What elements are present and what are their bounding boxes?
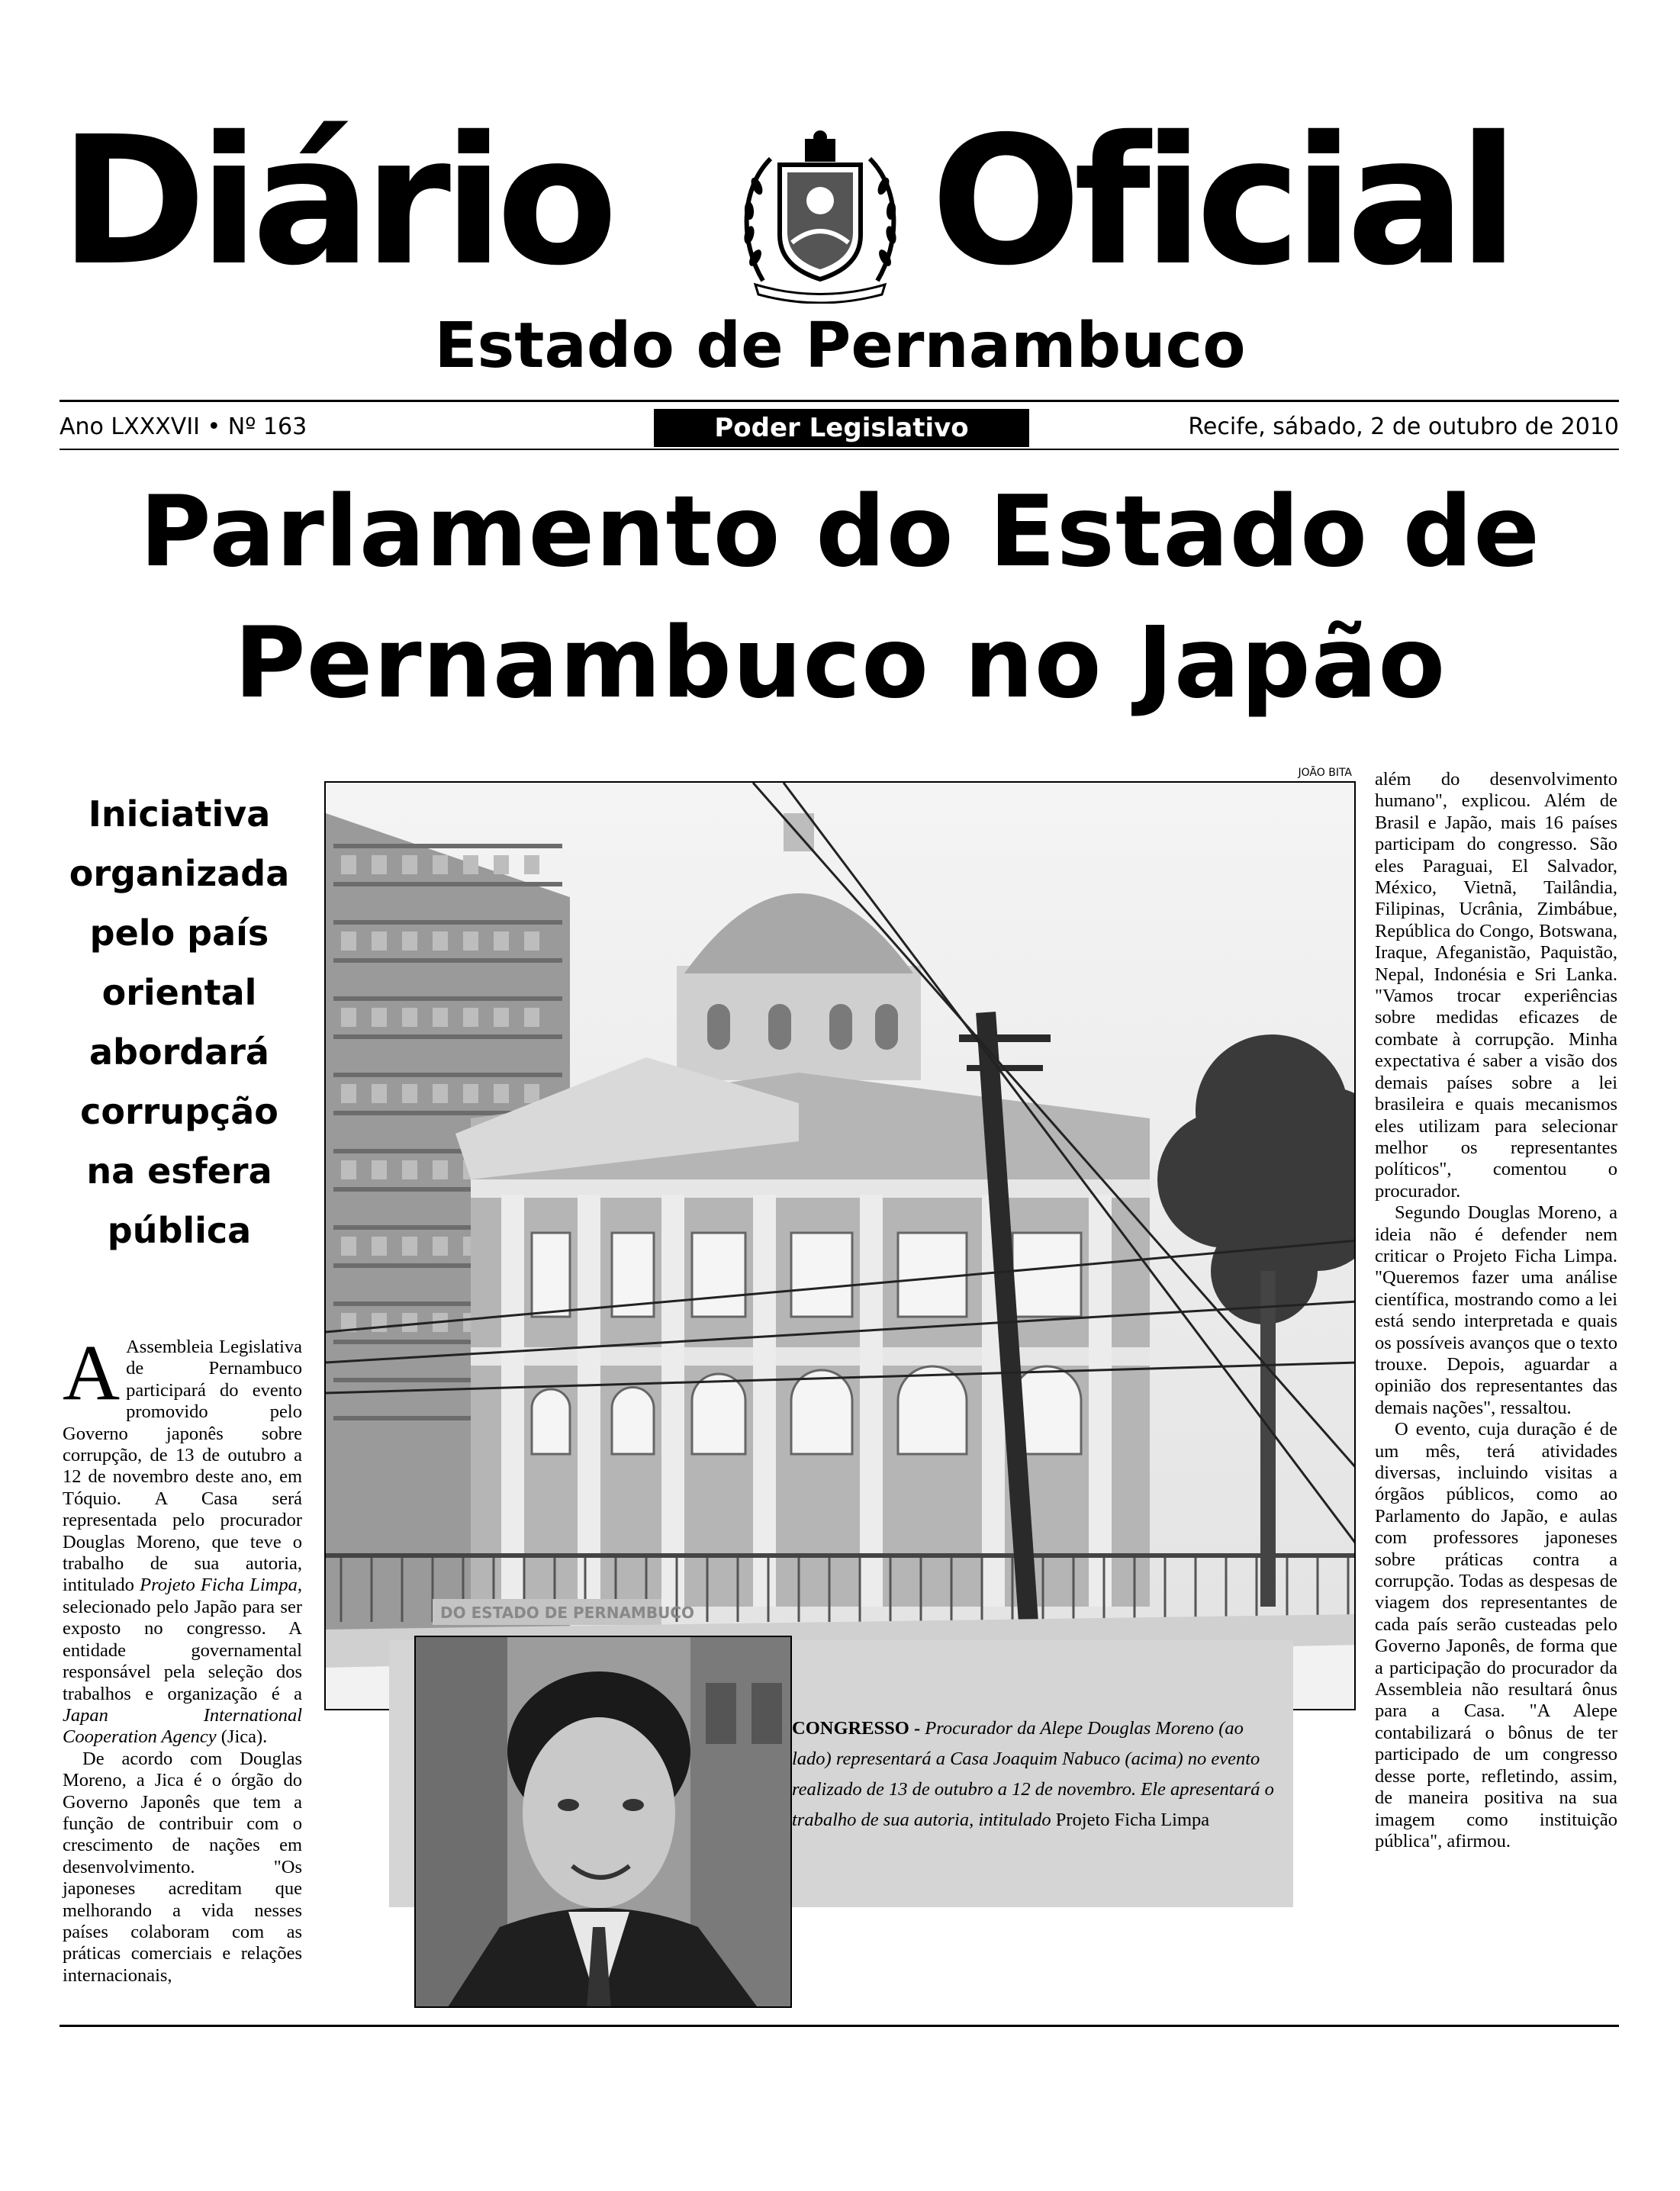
portrait-photo: [414, 1636, 792, 2008]
caption-text: Procurador da Alepe Douglas Moreno (ao lado) representará a Casa Joaquim Nabuco (acima) no evento realizado de 13 de outubro a 12 de novembro. Ele apresentará o trabalho de sua autoria, intitulado: [792, 1718, 1274, 1830]
subhead: [53, 784, 305, 1260]
coat-of-arms-icon: [732, 128, 908, 304]
article-paragraph: além do desenvolvimento humano", explicou. Além de Brasil e Japão, mais 16 países participam do congresso. São eles Paraguai, El Salvador, México, Vietnã, Tailândia, Filipinas, Ucrânia, Zimbábue, República do Congo, Botswana, Iraque, Afeganistão, Paquistão, Nepal, Indonésia e Sri Lanka. "Vamos trocar experiências sobre medidas eficazes de combate à corrupção. Minha expectativa é saber a visão dos demais países sobre a lei brasileira e quais mecanismos eles utilizam para selecionar melhor os representantes políticos", comentou o procurador.: [1375, 769, 1617, 1202]
subhead-line: organizada: [69, 853, 290, 894]
agency-name: Japan International Cooperation Agency: [63, 1704, 302, 1748]
dateline: Recife, sábado, 2 de outubro de 2010: [1188, 413, 1619, 440]
drop-cap: A: [63, 1329, 121, 1417]
article-column-left: [63, 1329, 302, 1987]
photo-caption: [792, 1713, 1280, 1835]
headline-line-2: Pernambuco no Japão: [233, 606, 1447, 720]
subhead-line: corrupção: [80, 1091, 278, 1132]
subhead-line: pelo país: [89, 912, 269, 954]
bottom-rule: [60, 2025, 1619, 2027]
project-title: Projeto Ficha Limpa,: [140, 1575, 302, 1596]
caption-label: CONGRESSO -: [792, 1718, 925, 1739]
building-sign: DO ESTADO DE PERNAMBUCO: [440, 1604, 694, 1622]
photo-credit: JOÃO BITA: [1298, 767, 1352, 779]
main-photo-building: [324, 781, 1356, 1710]
article-column-right: [1375, 769, 1617, 1852]
article-paragraph: O evento, cuja duração é de um mês, terá atividades diversas, incluindo visitas a órgãos públicos, como ao Parlamento do Japão, e aulas com professores japoneses sobre práticas contra a corrupção. Todas as despesas de viagem dos representantes de cada país serão custeadas pelo Governo Japonês, de forma que a participação do procurador da Assembleia não resultará ônus para a Casa. "A Alepe contabilizará o bônus de ter participado de um congresso desse porte, refletindo, assim, de maneira positiva na sua imagem como instituição pública", afirmou.: [1375, 1419, 1617, 1852]
headline-line-1: Parlamento do Estado de: [140, 475, 1540, 589]
edition-number: Ano LXXXVII • Nº 163: [60, 413, 307, 440]
article-paragraph: A Assembleia Legislativa de Pernambuco participará do evento promovido pelo Governo japonês sobre corrupção, de 13 de outubro a 12 de novembro deste ano, em Tóquio. A Casa será representada pelo procurador Douglas Moreno, que teve o trabalho de sua autoria, intitulado Projeto Ficha Limpa, selecionado pelo Japão para ser exposto no congresso. A entidade governamental responsável pela seleção dos trabalhos e organização é a Japan International Cooperation Agency (Jica).: [63, 1329, 302, 1748]
article-paragraph: De acordo com Douglas Moreno, a Jica é o órgão do Governo Japonês que tem a função de contribuir com o crescimento de nações em desenvolvimento. "Os japoneses acreditam que melhorando a vida nesses países colaboram com as práticas comerciais e relações internacionais,: [63, 1748, 302, 1986]
subhead-line: pública: [107, 1210, 252, 1251]
subhead-line: abordará: [89, 1031, 269, 1073]
masthead-title-left: Diário: [60, 98, 610, 304]
subhead-line: na esfera: [86, 1150, 272, 1192]
subhead-line: Iniciativa: [88, 793, 271, 835]
headline: [31, 467, 1649, 729]
article-paragraph: Segundo Douglas Moreno, a ideia não é defender nem criticar o Projeto Ficha Limpa. "Queremos fazer uma análise científica, mostrando como a lei está sendo interpretada e quais os possíveis avanços que o texto trouxe. Depois, aguardar a opinião dos representantes das demais nações", ressaltou.: [1375, 1202, 1617, 1418]
masthead-subtitle: Estado de Pernambuco: [434, 310, 1246, 382]
caption-title: Projeto Ficha Limpa: [1051, 1810, 1210, 1830]
top-rule: [60, 400, 1619, 402]
header-rule: [60, 449, 1619, 450]
section-label: Poder Legislativo: [654, 409, 1029, 447]
subhead-line: oriental: [101, 972, 257, 1013]
masthead-title-right: Oficial: [931, 98, 1511, 304]
